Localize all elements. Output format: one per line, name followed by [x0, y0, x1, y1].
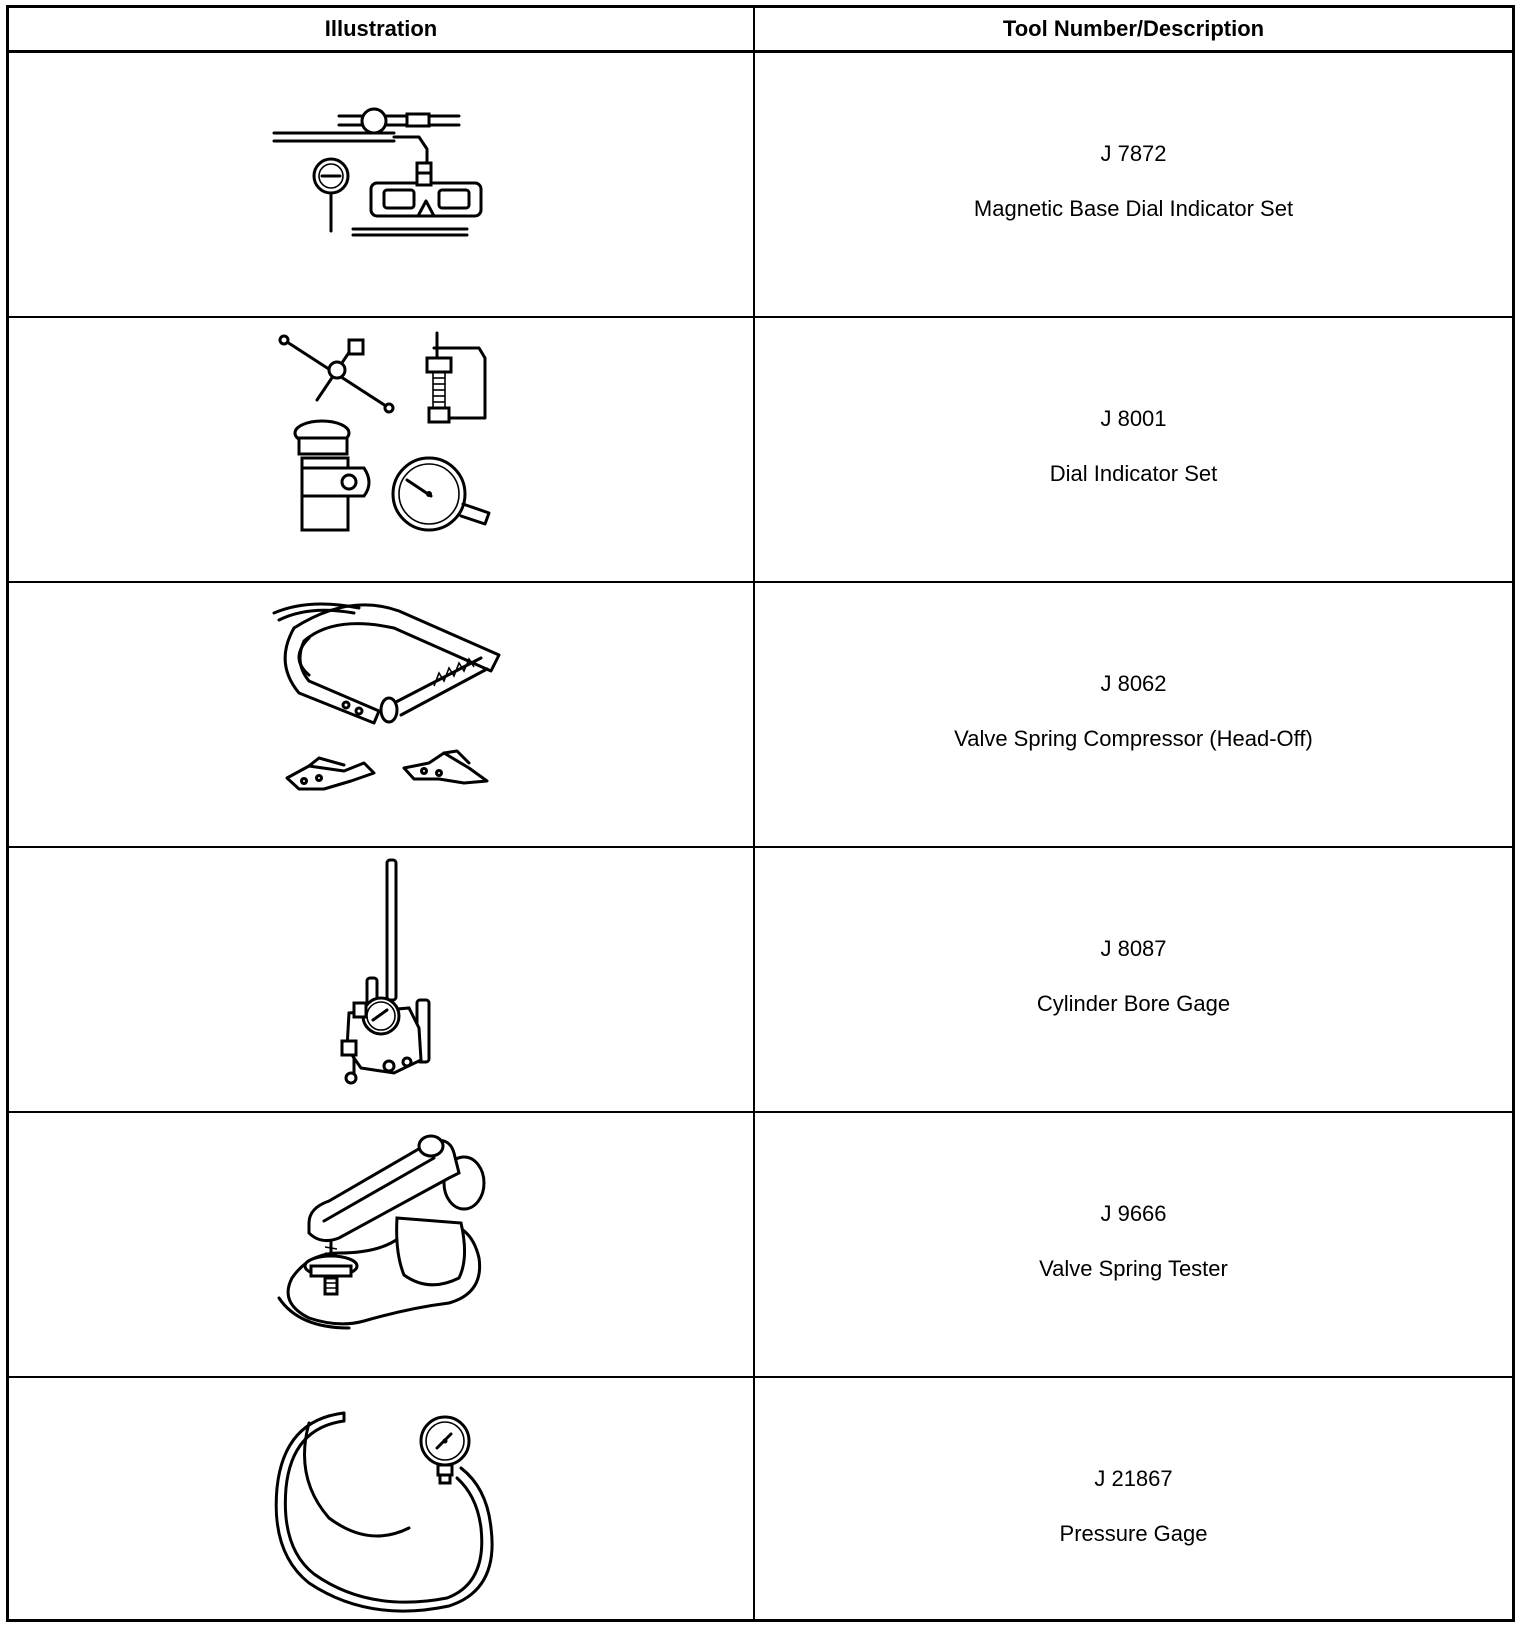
header-tool-number-description: Tool Number/Description [1002, 16, 1265, 41]
valve-spring-tester-icon [9, 1113, 753, 1376]
special-tools-table [6, 5, 1515, 1622]
table-row [9, 318, 1512, 583]
pressure-gage-icon [9, 1378, 753, 1641]
table-row [9, 848, 1512, 1113]
tool-description: Pressure Gage [1059, 1521, 1208, 1546]
tool-description: Valve Spring Tester [1039, 1256, 1228, 1281]
tool-description: Dial Indicator Set [1049, 461, 1218, 486]
tool-number: J 8062 [1100, 671, 1167, 696]
tool-number: J 7872 [1100, 141, 1167, 166]
dial-indicator-set-icon [9, 318, 753, 581]
table-row [9, 53, 1512, 318]
table-row [9, 583, 1512, 848]
tool-description: Magnetic Base Dial Indicator Set [973, 196, 1294, 221]
tool-description: Valve Spring Compressor (Head-Off) [954, 726, 1313, 751]
valve-spring-compressor-icon [9, 583, 753, 846]
table-row [9, 1378, 1512, 1641]
tool-number: J 8001 [1100, 406, 1167, 431]
table-header [9, 8, 1512, 53]
tool-number: J 8087 [1100, 936, 1167, 961]
header-illustration: Illustration [324, 16, 438, 41]
tool-description: Cylinder Bore Gage [1036, 991, 1231, 1016]
cylinder-bore-gage-icon [9, 848, 753, 1111]
table-row [9, 1113, 1512, 1378]
tool-number: J 21867 [1094, 1466, 1173, 1491]
tool-number: J 9666 [1100, 1201, 1167, 1226]
magnetic-base-dial-indicator-icon [9, 53, 753, 316]
